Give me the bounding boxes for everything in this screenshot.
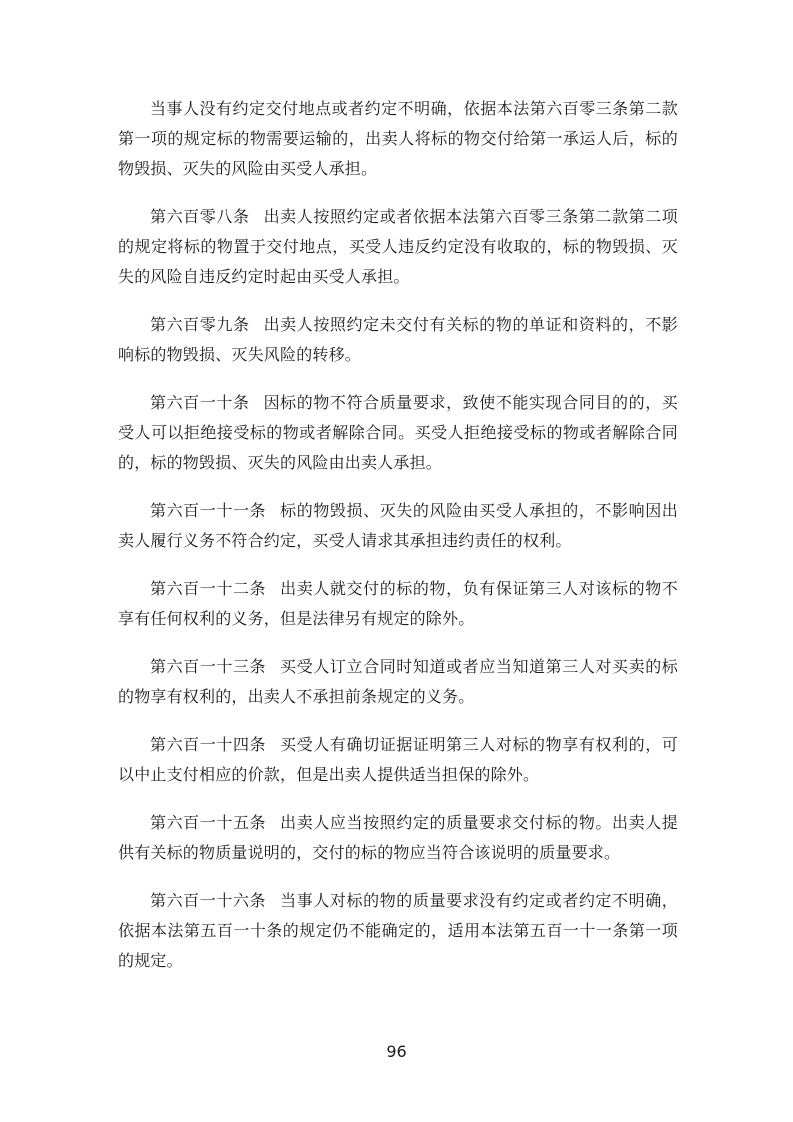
- article-614: [118, 730, 678, 790]
- document-body: [118, 94, 678, 994]
- article-608: [118, 202, 678, 292]
- article-number: 第六百一十二条: [150, 579, 267, 598]
- article-text: 因标的物不符合质量要求，致使不能实现合同目的的，买受人可以拒绝接受标的物或者解除合同。买受人拒绝接受标的物或者解除合同的，标的物毁损、灭失的风险由出卖人承担。: [118, 393, 678, 472]
- article-number: 第六百一十三条: [150, 657, 267, 676]
- article-number: 第六百一十六条: [150, 891, 267, 910]
- article-text: 买受人有确切证据证明第三人对标的物享有权利的，可以中止支付相应的价款，但是出卖人提供适当担保的除外。: [118, 735, 678, 784]
- article-612: [118, 574, 678, 634]
- article-text: 当事人对标的物的质量要求没有约定或者约定不明确，依据本法第五百一十条的规定仍不能确定的，适用本法第五百一十一条第一项的规定。: [118, 891, 678, 970]
- article-number: 第六百一十五条: [150, 813, 267, 832]
- page-number: 96: [386, 1042, 407, 1061]
- article-615: [118, 808, 678, 868]
- article-611: [118, 496, 678, 556]
- article-610: [118, 388, 678, 478]
- article-text: 出卖人就交付的标的物，负有保证第三人对该标的物不享有任何权利的义务，但是法律另有规定的除外。: [118, 579, 678, 628]
- paragraph-continuation: [118, 94, 678, 184]
- article-613: [118, 652, 678, 712]
- article-text: 出卖人按照约定或者依据本法第六百零三条第二款第二项的规定将标的物置于交付地点，买受人违反约定没有收取的，标的物毁损、灭失的风险自违反约定时起由买受人承担。: [118, 207, 678, 286]
- article-number: 第六百一十条: [150, 393, 250, 412]
- article-number: 第六百零九条: [150, 315, 250, 334]
- article-number: 第六百零八条: [150, 207, 250, 226]
- article-number: 第六百一十一条: [150, 501, 267, 520]
- article-text: 买受人订立合同时知道或者应当知道第三人对买卖的标的物享有权利的，出卖人不承担前条规定的义务。: [118, 657, 678, 706]
- article-number: 第六百一十四条: [150, 735, 267, 754]
- paragraph-text: 当事人没有约定交付地点或者约定不明确，依据本法第六百零三条第二款第一项的规定标的物需要运输的，出卖人将标的物交付给第一承运人后，标的物毁损、灭失的风险由买受人承担。: [118, 99, 678, 178]
- article-text: 标的物毁损、灭失的风险由买受人承担的，不影响因出卖人履行义务不符合约定，买受人请求其承担违约责任的权利。: [118, 501, 678, 550]
- article-text: 出卖人应当按照约定的质量要求交付标的物。出卖人提供有关标的物质量说明的，交付的标的物应当符合该说明的质量要求。: [118, 813, 678, 862]
- article-609: [118, 310, 678, 370]
- article-text: 出卖人按照约定未交付有关标的物的单证和资料的，不影响标的物毁损、灭失风险的转移。: [118, 315, 678, 364]
- article-616: [118, 886, 678, 976]
